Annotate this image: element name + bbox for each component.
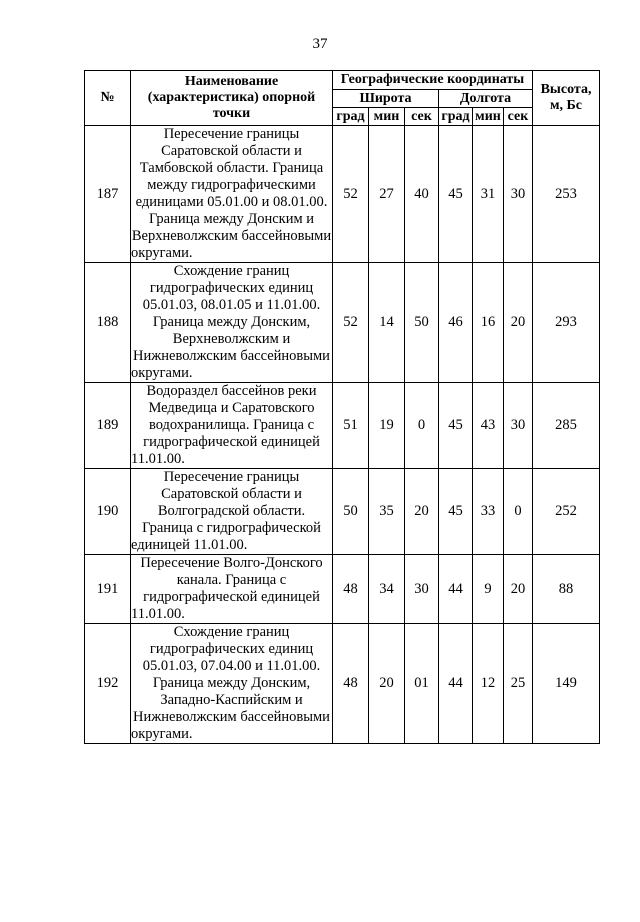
header-lat-sec: сек — [405, 108, 439, 126]
row-name: Пересечение Волго-Донского канала. Граница с гидрографической единицей 11.01.00. — [131, 555, 333, 624]
table-row — [85, 383, 600, 469]
lat-deg: 48 — [333, 555, 369, 624]
lat-deg: 52 — [333, 263, 369, 383]
height-value: 252 — [533, 469, 600, 555]
height-value: 88 — [533, 555, 600, 624]
height-value: 253 — [533, 126, 600, 263]
lat-sec: 01 — [405, 624, 439, 744]
header-number: № — [85, 71, 131, 126]
header-lat-min: мин — [369, 108, 405, 126]
row-name: Схождение границ гидрографических единиц 05.01.03, 07.04.00 и 11.01.00. Граница между Донским, Западно-Каспийским и Нижневолжским бассейновыми округами. — [131, 624, 333, 744]
row-name: Водораздел бассейнов реки Медведица и Саратовского водохранилища. Граница с гидрографической единицей 11.01.00. — [131, 383, 333, 469]
lat-min: 35 — [369, 469, 405, 555]
lat-deg: 50 — [333, 469, 369, 555]
lon-deg: 45 — [439, 383, 473, 469]
header-height: Высота, м, Бс — [533, 71, 600, 126]
table-row — [85, 555, 600, 624]
lat-min: 27 — [369, 126, 405, 263]
lon-min: 31 — [473, 126, 504, 263]
lon-sec: 30 — [504, 383, 533, 469]
lon-sec: 0 — [504, 469, 533, 555]
lat-deg: 48 — [333, 624, 369, 744]
row-number: 187 — [85, 126, 131, 263]
header-longitude: Долгота — [439, 90, 533, 108]
header-lon-min: мин — [473, 108, 504, 126]
row-name: Пересечение границы Саратовской области и Волгоградской области. Граница с гидрографической единицей 11.01.00. — [131, 469, 333, 555]
table-row — [85, 469, 600, 555]
lat-sec: 20 — [405, 469, 439, 555]
lon-min: 9 — [473, 555, 504, 624]
row-number: 189 — [85, 383, 131, 469]
lon-deg: 45 — [439, 469, 473, 555]
row-number: 190 — [85, 469, 131, 555]
reference-points-table — [84, 70, 600, 744]
header-lat-deg: град — [333, 108, 369, 126]
lon-deg: 46 — [439, 263, 473, 383]
lon-sec: 20 — [504, 555, 533, 624]
lon-sec: 20 — [504, 263, 533, 383]
row-number: 188 — [85, 263, 131, 383]
row-number: 192 — [85, 624, 131, 744]
table-row — [85, 624, 600, 744]
header-lon-deg: град — [439, 108, 473, 126]
table-row — [85, 263, 600, 383]
page-number: 37 — [312, 36, 328, 52]
row-name: Пересечение границы Саратовской области и Тамбовской области. Граница между гидрографическими единицами 05.01.00 и 08.01.00. Граница между Донским и Верхневолжским бассейновыми округами. — [131, 126, 332, 261]
lat-sec: 50 — [405, 263, 439, 383]
header-latitude: Широта — [333, 90, 439, 108]
lon-deg: 44 — [439, 555, 473, 624]
lon-min: 12 — [473, 624, 504, 744]
lat-min: 20 — [369, 624, 405, 744]
row-name: Схождение границ гидрографических единиц 05.01.03, 08.01.05 и 11.01.00. Граница между Донским, Верхневолжским и Нижневолжским бассейновыми округами. — [131, 263, 333, 383]
lat-sec: 40 — [405, 126, 439, 263]
height-value: 149 — [533, 624, 600, 744]
lat-min: 34 — [369, 555, 405, 624]
lat-deg: 52 — [333, 126, 369, 263]
lat-sec: 30 — [405, 555, 439, 624]
lat-min: 19 — [369, 383, 405, 469]
table-row — [85, 126, 600, 263]
lon-min: 33 — [473, 469, 504, 555]
lon-deg: 44 — [439, 624, 473, 744]
lat-sec: 0 — [405, 383, 439, 469]
lon-min: 43 — [473, 383, 504, 469]
lat-min: 14 — [369, 263, 405, 383]
header-name: Наименование (характеристика) опорной точки — [131, 71, 333, 126]
header-lon-sec: сек — [504, 108, 533, 126]
height-value: 285 — [533, 383, 600, 469]
lon-sec: 30 — [504, 126, 533, 263]
row-number: 191 — [85, 555, 131, 624]
lon-deg: 45 — [439, 126, 473, 263]
header-geo-coordinates: Географические координаты — [333, 71, 533, 90]
lon-min: 16 — [473, 263, 504, 383]
lon-sec: 25 — [504, 624, 533, 744]
height-value: 293 — [533, 263, 600, 383]
lat-deg: 51 — [333, 383, 369, 469]
